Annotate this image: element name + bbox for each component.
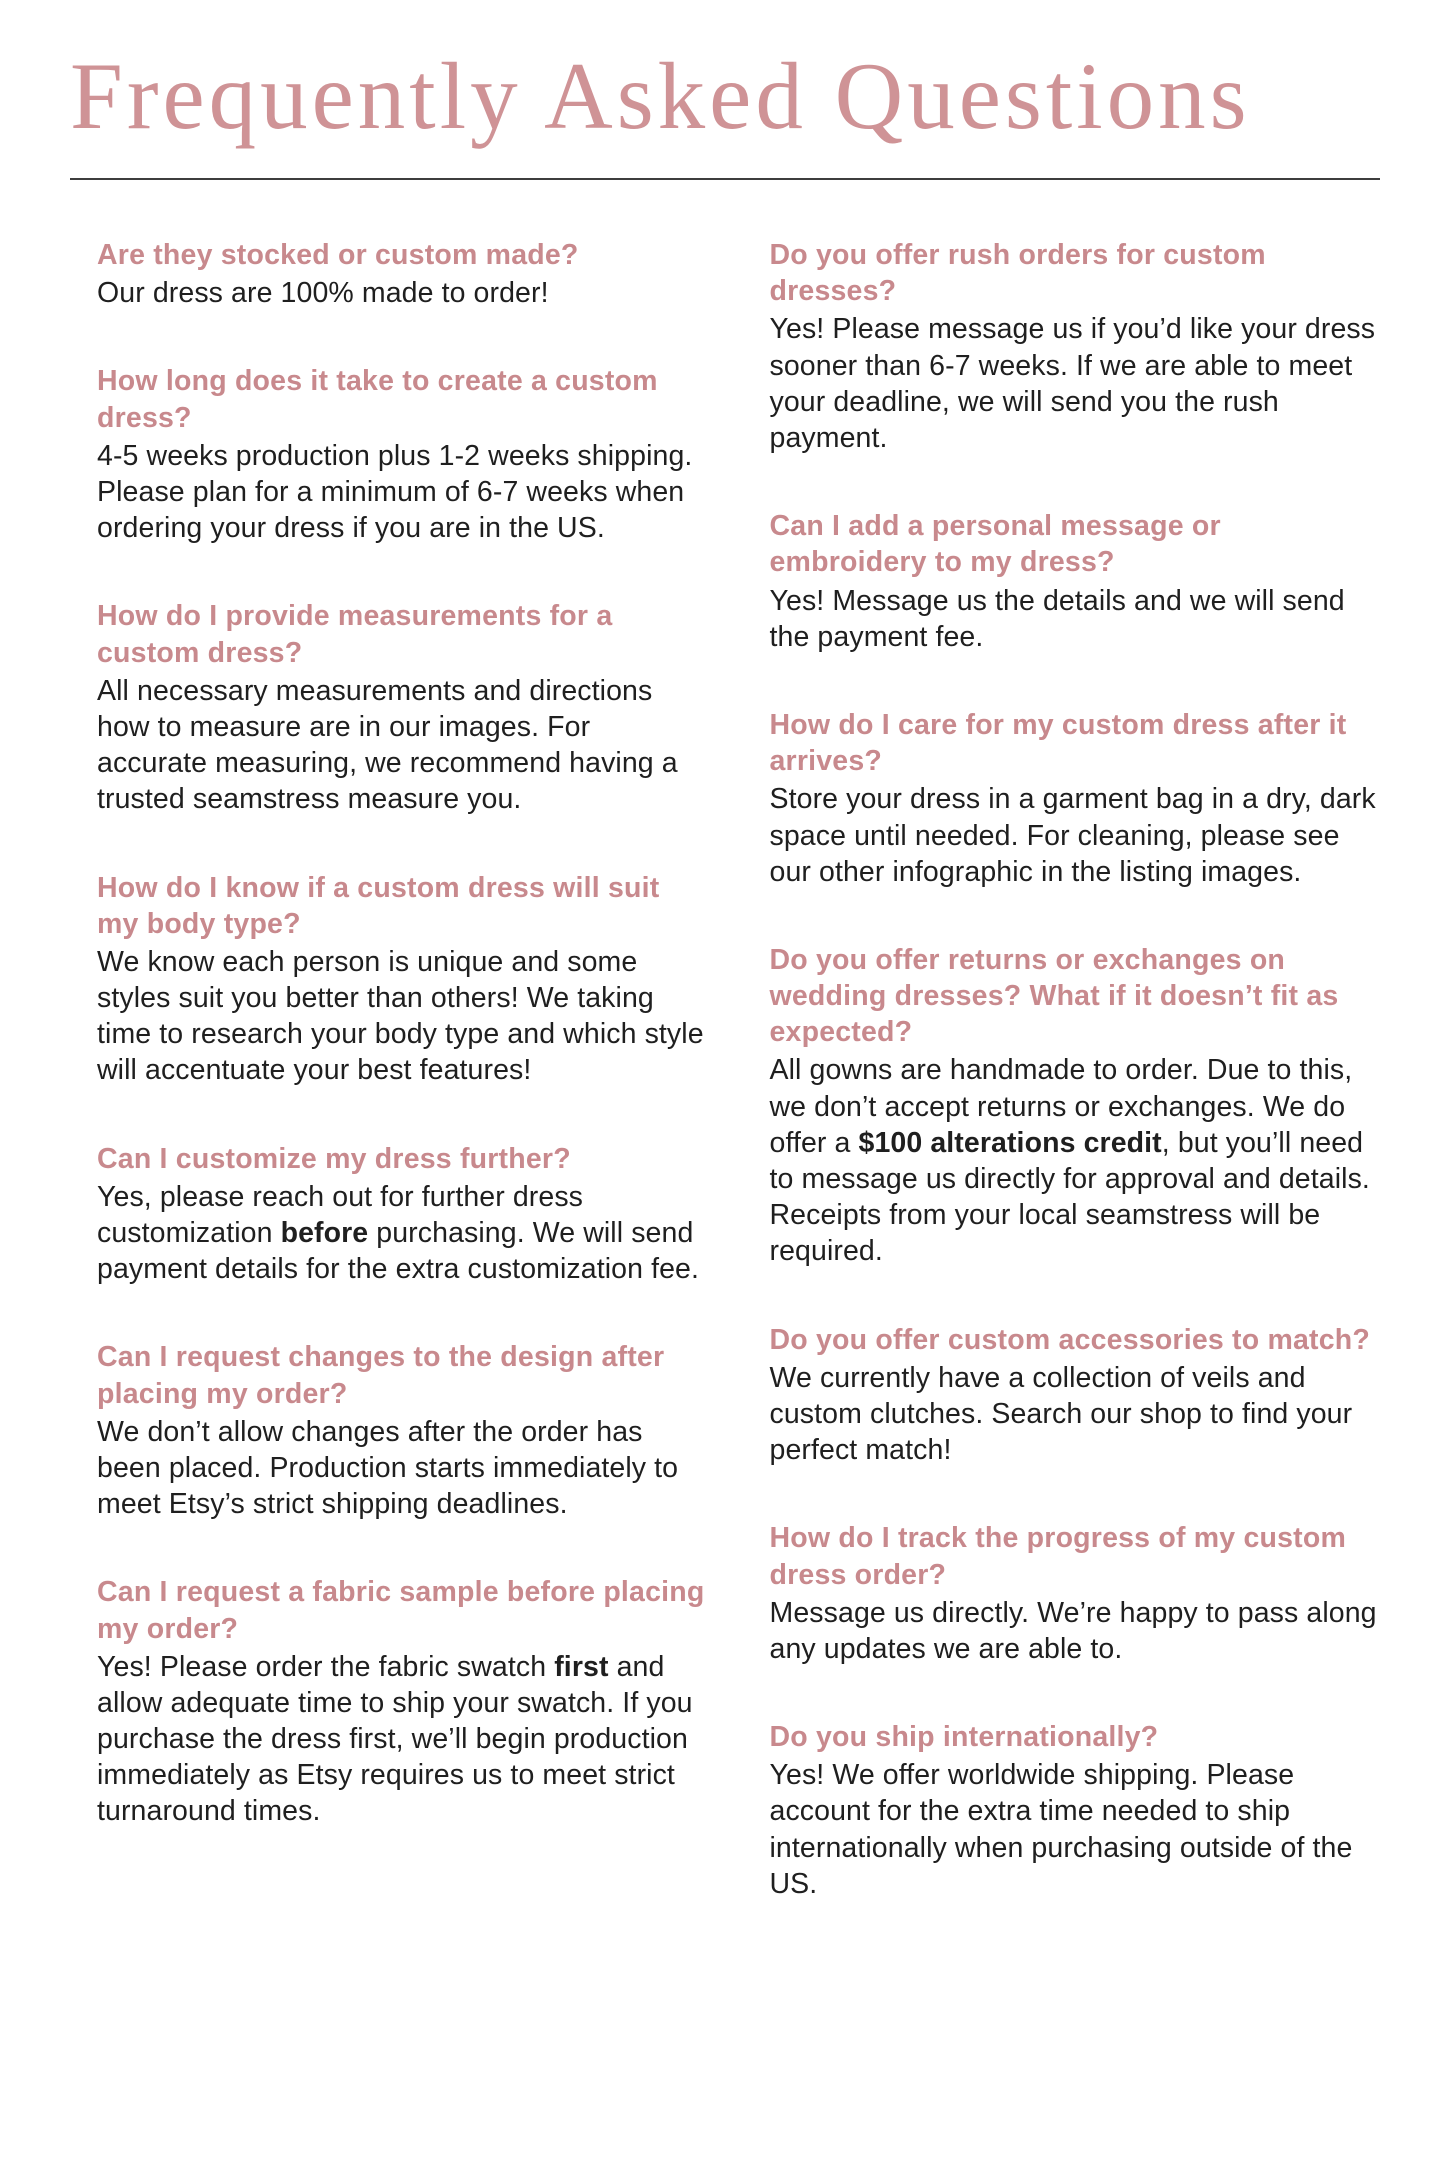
faq-column-left: [97, 237, 708, 1902]
faq-answer-text: , but you’ll need to message us directly for approval and details. Receipts from your local seamstress will be required.: [769, 1126, 1370, 1268]
faq-answer-bold-text: before: [280, 1217, 369, 1250]
faq-answer-text: purchasing. We will send payment details for the extra customization fee.: [97, 1217, 700, 1286]
faq-answer-text: Yes! Please message us if you’d like your dress sooner than 6-7 weeks. If we are able to meet your deadline, we will send you the rush payment.: [769, 313, 1376, 455]
faq-answer-bold-text: first: [554, 1650, 609, 1683]
faq-answer-text: We don’t allow changes after the order has been placed. Production starts immediately to meet Etsy’s strict shipping deadlines.: [97, 1415, 679, 1521]
faq-item-left-0: [97, 237, 708, 311]
faq-question: How do I track the progress of my custom dress order?: [769, 1522, 1347, 1591]
faq-column-right: [770, 237, 1381, 1902]
faq-answer: [97, 673, 708, 818]
faq-answer: [97, 1179, 708, 1288]
faq-question: Do you ship internationally?: [769, 1721, 1159, 1754]
faq-answer-bold-text: $100 alterations credit: [858, 1126, 1162, 1159]
faq-question: Do you offer custom accessories to match?: [769, 1323, 1371, 1356]
faq-answer: [770, 1360, 1381, 1469]
faq-answer-text: All necessary measurements and directions how to measure are in our images. For accurate measuring, we recommend having a trusted seamstress measure you.: [97, 674, 678, 816]
faq-answer-text: We currently have a collection of veils and custom clutches. Search our shop to find your perfect match!: [769, 1361, 1353, 1467]
page-title: Frequently Asked Questions: [70, 43, 1251, 149]
faq-item-left-1: [97, 363, 708, 546]
faq-question: Do you offer rush orders for custom dresses?: [769, 239, 1266, 308]
faq-item-left-2: [97, 598, 708, 817]
faq-question: Do you offer returns or exchanges on wedding dresses? What if it doesn’t fit as expected?: [769, 943, 1339, 1049]
faq-answer: [770, 311, 1381, 456]
faq-answer-text: and allow adequate time to ship your swatch. If you purchase the dress first, we’ll begin production immediately as Etsy requires us to meet strict turnaround times.: [97, 1650, 693, 1828]
faq-answer: [97, 1649, 708, 1830]
faq-question: Can I request a fabric sample before placing my order?: [97, 1576, 705, 1645]
faq-answer-text: Yes! Message us the details and we will send the payment fee.: [769, 584, 1345, 653]
faq-item-left-4: [97, 1141, 708, 1288]
faq-item-left-6: [97, 1574, 708, 1829]
faq-item-right-0: [770, 237, 1381, 456]
faq-item-left-3: [97, 870, 708, 1089]
faq-answer: [770, 583, 1381, 655]
faq-item-left-5: [97, 1339, 708, 1522]
faq-item-right-5: [770, 1520, 1381, 1667]
faq-item-right-1: [770, 508, 1381, 655]
faq-answer-text: Our dress are 100% made to order!: [97, 277, 549, 310]
faq-question: How do I care for my custom dress after it arrives?: [769, 708, 1347, 778]
faq-answer-text: 4-5 weeks production plus 1-2 weeks shipping. Please plan for a minimum of 6-7 weeks when ordering your dress if you are in the US.: [97, 439, 693, 545]
faq-answer-text: Yes! Please order the fabric swatch: [97, 1650, 555, 1683]
faq-question: How do I provide measurements for a custom dress?: [97, 600, 613, 669]
faq-question: How do I know if a custom dress will suit my body type?: [97, 871, 660, 940]
faq-item-right-6: [770, 1719, 1381, 1902]
faq-answer-text: Yes! We offer worldwide shipping. Please account for the extra time needed to ship internationally when purchasing outside of the US.: [769, 1759, 1353, 1900]
faq-answer-text: Yes, please reach out for further dress customization: [97, 1180, 584, 1250]
faq-answer: [770, 1757, 1381, 1902]
faq-item-right-3: [770, 942, 1381, 1270]
faq-answer: [97, 438, 708, 547]
faq-item-right-2: [770, 707, 1381, 890]
faq-answer: [770, 1052, 1381, 1269]
faq-question: Can I request changes to the design after placing my order?: [97, 1341, 665, 1410]
faq-answer-text: Message us directly. We’re happy to pass along any updates we are able to.: [769, 1596, 1377, 1665]
faq-answer: [97, 1414, 708, 1523]
faq-question: Are they stocked or custom made?: [97, 239, 579, 272]
faq-question: Can I customize my dress further?: [97, 1142, 571, 1175]
faq-answer: [770, 1595, 1381, 1667]
faq-answer: [770, 781, 1381, 890]
faq-answer: [97, 275, 708, 311]
faq-question: Can I add a personal message or embroidery to my dress?: [769, 510, 1221, 579]
faq-answer: [97, 944, 708, 1089]
faq-answer-text: We know each person is unique and some styles suit you better than others! We taking time to research your body type and which style will accentuate your best features!: [97, 945, 704, 1087]
faq-answer-text: All gowns are handmade to order. Due to this, we don’t accept returns or exchanges. We do offer a: [769, 1054, 1353, 1159]
faq-columns: [70, 237, 1380, 1902]
title-divider-line: [70, 178, 1380, 180]
faq-item-right-4: [770, 1322, 1381, 1469]
faq-question: How long does it take to create a custom dress?: [97, 365, 658, 434]
faq-answer-text: Store your dress in a garment bag in a dry, dark space until needed. For cleaning, please see our other infographic in the listing images.: [769, 783, 1376, 888]
